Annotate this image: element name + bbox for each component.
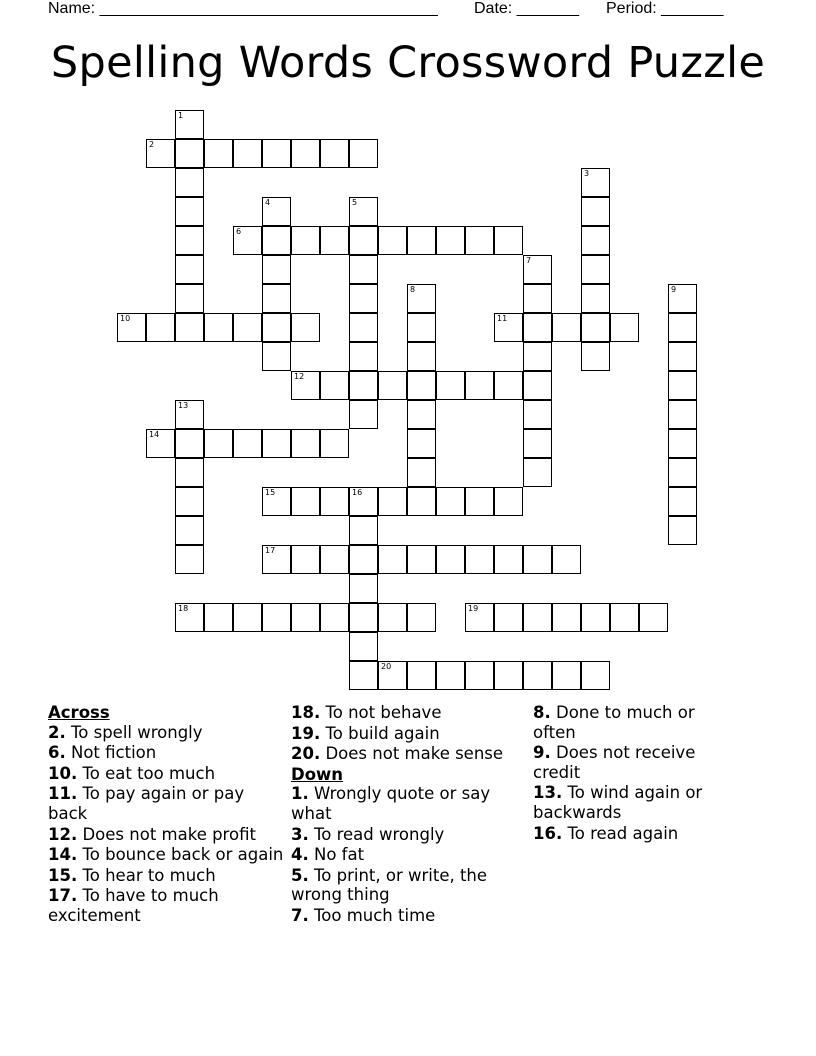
grid-cell[interactable] bbox=[407, 313, 436, 342]
clue-down-4: 4. No fat bbox=[291, 845, 365, 865]
date-field[interactable]: Date: _______ bbox=[474, 0, 579, 17]
grid-cell[interactable] bbox=[494, 487, 523, 516]
grid-cell[interactable] bbox=[262, 139, 291, 168]
grid-cell[interactable] bbox=[175, 545, 204, 574]
grid-cell[interactable] bbox=[465, 661, 494, 690]
grid-cell[interactable] bbox=[378, 661, 407, 690]
grid-cell[interactable] bbox=[523, 342, 552, 371]
grid-cell[interactable] bbox=[523, 400, 552, 429]
cell-number: 7 bbox=[526, 256, 532, 265]
grid-cell[interactable] bbox=[581, 603, 610, 632]
grid-cell[interactable] bbox=[204, 313, 233, 342]
clue-down-9: 9. Does not receive credit bbox=[533, 743, 696, 782]
grid-cell[interactable] bbox=[523, 313, 552, 342]
grid-cell[interactable] bbox=[146, 429, 175, 458]
grid-cell[interactable] bbox=[204, 139, 233, 168]
grid-cell[interactable] bbox=[581, 661, 610, 690]
grid-cell[interactable] bbox=[175, 400, 204, 429]
grid-cell[interactable] bbox=[175, 603, 204, 632]
grid-cell[interactable] bbox=[262, 255, 291, 284]
grid-cell[interactable] bbox=[233, 429, 262, 458]
cell-number: 5 bbox=[352, 198, 358, 207]
clue-down-13: 13. To wind again or backwards bbox=[533, 783, 703, 822]
grid-cell[interactable] bbox=[523, 661, 552, 690]
grid-cell[interactable] bbox=[175, 110, 204, 139]
grid-cell[interactable] bbox=[407, 458, 436, 487]
grid-cell[interactable] bbox=[320, 429, 349, 458]
grid-cell[interactable] bbox=[262, 342, 291, 371]
grid-cell[interactable] bbox=[233, 603, 262, 632]
grid-cell[interactable] bbox=[407, 603, 436, 632]
grid-cell[interactable] bbox=[233, 139, 262, 168]
page-title: Spelling Words Crossword Puzzle bbox=[50, 38, 766, 88]
grid-cell[interactable] bbox=[407, 371, 436, 400]
grid-cell[interactable] bbox=[349, 226, 378, 255]
cell-number: 2 bbox=[149, 140, 155, 149]
grid-cell[interactable] bbox=[668, 342, 697, 371]
grid-cell[interactable] bbox=[175, 284, 204, 313]
clue-down-3: 3. To read wrongly bbox=[291, 824, 445, 844]
grid-cell[interactable] bbox=[117, 313, 146, 342]
grid-cell[interactable] bbox=[262, 545, 291, 574]
grid-cell[interactable] bbox=[407, 661, 436, 690]
grid-cell[interactable] bbox=[233, 226, 262, 255]
cell-number: 3 bbox=[584, 169, 590, 178]
grid-cell[interactable] bbox=[552, 603, 581, 632]
grid-cell[interactable] bbox=[581, 313, 610, 342]
grid-cell[interactable] bbox=[291, 226, 320, 255]
grid-cell[interactable] bbox=[262, 429, 291, 458]
grid-cell[interactable] bbox=[175, 516, 204, 545]
clue-across-2: 2. To spell wrongly bbox=[48, 722, 203, 742]
grid-cell[interactable] bbox=[349, 255, 378, 284]
grid-cell[interactable] bbox=[668, 487, 697, 516]
grid-cell[interactable] bbox=[320, 371, 349, 400]
grid-cell[interactable] bbox=[465, 371, 494, 400]
grid-cell[interactable] bbox=[407, 429, 436, 458]
grid-cell[interactable] bbox=[494, 545, 523, 574]
grid-cell[interactable] bbox=[378, 487, 407, 516]
cell-number: 9 bbox=[671, 285, 677, 294]
down-heading: Down bbox=[291, 764, 344, 784]
cell-number: 12 bbox=[294, 372, 305, 381]
grid-cell[interactable] bbox=[146, 313, 175, 342]
cell-number: 17 bbox=[265, 546, 276, 555]
clue-down-8: 8. Done to much or often bbox=[533, 703, 695, 742]
cell-number: 8 bbox=[410, 285, 416, 294]
clue-across-12: 12. Does not make profit bbox=[48, 824, 256, 844]
header bbox=[0, 0, 816, 22]
grid-cell[interactable] bbox=[407, 342, 436, 371]
grid-cell[interactable] bbox=[233, 313, 262, 342]
clues-column-1 bbox=[48, 703, 286, 927]
grid-cell[interactable] bbox=[175, 458, 204, 487]
grid-cell[interactable] bbox=[291, 487, 320, 516]
grid-cell[interactable] bbox=[668, 284, 697, 313]
grid-cell[interactable] bbox=[146, 139, 175, 168]
grid-cell[interactable] bbox=[436, 661, 465, 690]
grid-cell[interactable] bbox=[175, 255, 204, 284]
grid-cell[interactable] bbox=[465, 545, 494, 574]
grid-cell[interactable] bbox=[175, 429, 204, 458]
grid-cell[interactable] bbox=[175, 168, 204, 197]
grid-cell[interactable] bbox=[668, 371, 697, 400]
clue-down-5: 5. To print, or write, the wrong thing bbox=[291, 865, 488, 905]
grid-cell[interactable] bbox=[436, 371, 465, 400]
grid-cell[interactable] bbox=[175, 226, 204, 255]
grid-cell[interactable] bbox=[262, 313, 291, 342]
grid-cell[interactable] bbox=[581, 342, 610, 371]
grid-cell[interactable] bbox=[523, 603, 552, 632]
grid-cell[interactable] bbox=[204, 603, 233, 632]
grid-cell[interactable] bbox=[639, 603, 668, 632]
grid-cell[interactable] bbox=[581, 197, 610, 226]
grid-cell[interactable] bbox=[291, 545, 320, 574]
grid-cell[interactable] bbox=[494, 313, 523, 342]
grid-cell[interactable] bbox=[262, 284, 291, 313]
clues-column-3 bbox=[533, 703, 733, 844]
grid-cell[interactable] bbox=[262, 226, 291, 255]
across-heading: Across bbox=[48, 703, 110, 722]
grid-cell[interactable] bbox=[320, 603, 349, 632]
grid-cell[interactable] bbox=[320, 226, 349, 255]
grid-cell[interactable] bbox=[552, 545, 581, 574]
grid-cell[interactable] bbox=[465, 487, 494, 516]
grid-cell[interactable] bbox=[668, 313, 697, 342]
clue-down-1: 1. Wrongly quote or say what bbox=[291, 784, 491, 823]
cell-number: 1 bbox=[178, 111, 184, 120]
cell-number: 16 bbox=[352, 488, 363, 497]
cell-number: 20 bbox=[381, 662, 392, 671]
name-field[interactable]: Name: ______________________________________ bbox=[48, 0, 438, 17]
grid-cell[interactable] bbox=[291, 429, 320, 458]
grid-cell[interactable] bbox=[610, 313, 639, 342]
grid-cell[interactable] bbox=[465, 603, 494, 632]
cell-number: 14 bbox=[149, 430, 160, 439]
grid-cell[interactable] bbox=[291, 313, 320, 342]
grid-cell[interactable] bbox=[494, 661, 523, 690]
grid-cell[interactable] bbox=[349, 400, 378, 429]
clue-down-16: 16. To read again bbox=[533, 823, 679, 843]
grid-cell[interactable] bbox=[436, 487, 465, 516]
grid-cell[interactable] bbox=[436, 545, 465, 574]
cell-number: 11 bbox=[497, 314, 508, 323]
cell-number: 6 bbox=[236, 227, 242, 236]
grid-cell[interactable] bbox=[320, 487, 349, 516]
cell-number: 18 bbox=[178, 604, 189, 613]
grid-cell[interactable] bbox=[349, 632, 378, 661]
grid-cell[interactable] bbox=[407, 226, 436, 255]
grid-cell[interactable] bbox=[581, 226, 610, 255]
grid-cell[interactable] bbox=[349, 545, 378, 574]
grid-cell[interactable] bbox=[668, 516, 697, 545]
grid-cell[interactable] bbox=[523, 284, 552, 313]
clue-across-14: 14. To bounce back or again bbox=[48, 845, 284, 865]
grid-cell[interactable] bbox=[581, 168, 610, 197]
grid-cell[interactable] bbox=[407, 545, 436, 574]
clue-across-6: 6. Not fiction bbox=[48, 743, 157, 763]
clue-across-17: 17. To have to much excitement bbox=[48, 886, 219, 925]
grid-cell[interactable] bbox=[378, 226, 407, 255]
grid-cell[interactable] bbox=[262, 603, 291, 632]
grid-cell[interactable] bbox=[378, 371, 407, 400]
grid-cell[interactable] bbox=[349, 371, 378, 400]
grid-cell[interactable] bbox=[523, 429, 552, 458]
grid-cell[interactable] bbox=[349, 313, 378, 342]
grid-cell[interactable] bbox=[349, 139, 378, 168]
grid-cell[interactable] bbox=[407, 284, 436, 313]
clue-across-20: 20. Does not make sense bbox=[291, 744, 504, 764]
grid-cell[interactable] bbox=[407, 487, 436, 516]
grid-cell[interactable] bbox=[668, 458, 697, 487]
cell-number: 13 bbox=[178, 401, 189, 410]
grid-cell[interactable] bbox=[349, 661, 378, 690]
grid-cell[interactable] bbox=[175, 197, 204, 226]
clue-across-10: 10. To eat too much bbox=[48, 763, 216, 783]
grid-cell[interactable] bbox=[349, 574, 378, 603]
grid-cell[interactable] bbox=[349, 342, 378, 371]
grid-cell[interactable] bbox=[349, 197, 378, 226]
clue-across-19: 19. To build again bbox=[291, 723, 440, 743]
clues-column-2 bbox=[291, 703, 531, 927]
grid-cell[interactable] bbox=[552, 313, 581, 342]
grid-cell[interactable] bbox=[436, 226, 465, 255]
grid-cell[interactable] bbox=[320, 139, 349, 168]
cell-number: 4 bbox=[265, 198, 271, 207]
grid-cell[interactable] bbox=[349, 284, 378, 313]
grid-cell[interactable] bbox=[320, 545, 349, 574]
grid-cell[interactable] bbox=[523, 255, 552, 284]
clue-across-11: 11. To pay again or pay back bbox=[48, 784, 245, 823]
grid-cell[interactable] bbox=[378, 545, 407, 574]
clue-across-18: 18. To not behave bbox=[291, 703, 442, 722]
grid-cell[interactable] bbox=[523, 371, 552, 400]
cell-number: 19 bbox=[468, 604, 479, 613]
grid-cell[interactable] bbox=[262, 197, 291, 226]
grid-cell[interactable] bbox=[668, 429, 697, 458]
grid-cell[interactable] bbox=[552, 661, 581, 690]
grid-cell[interactable] bbox=[668, 400, 697, 429]
grid-cell[interactable] bbox=[407, 400, 436, 429]
grid-cell[interactable] bbox=[291, 603, 320, 632]
grid-cell[interactable] bbox=[465, 226, 494, 255]
grid-cell[interactable] bbox=[291, 371, 320, 400]
cell-number: 10 bbox=[120, 314, 131, 323]
grid-cell[interactable] bbox=[262, 487, 291, 516]
grid-cell[interactable] bbox=[175, 487, 204, 516]
grid-cell[interactable] bbox=[291, 139, 320, 168]
grid-cell[interactable] bbox=[349, 603, 378, 632]
grid-cell[interactable] bbox=[494, 603, 523, 632]
grid-cell[interactable] bbox=[523, 458, 552, 487]
grid-cell[interactable] bbox=[610, 603, 639, 632]
grid-cell[interactable] bbox=[581, 255, 610, 284]
clue-across-15: 15. To hear to much bbox=[48, 865, 216, 885]
clue-down-7: 7. Too much time bbox=[291, 905, 436, 925]
period-field[interactable]: Period: _______ bbox=[606, 0, 724, 17]
grid-cell[interactable] bbox=[175, 313, 204, 342]
grid-cell[interactable] bbox=[349, 487, 378, 516]
grid-cell[interactable] bbox=[204, 429, 233, 458]
grid-cell[interactable] bbox=[523, 545, 552, 574]
grid-cell[interactable] bbox=[175, 139, 204, 168]
grid-cell[interactable] bbox=[581, 284, 610, 313]
cell-number: 15 bbox=[265, 488, 276, 497]
grid-cell[interactable] bbox=[378, 603, 407, 632]
grid-cell[interactable] bbox=[494, 226, 523, 255]
grid-cell[interactable] bbox=[494, 371, 523, 400]
grid-cell[interactable] bbox=[349, 516, 378, 545]
